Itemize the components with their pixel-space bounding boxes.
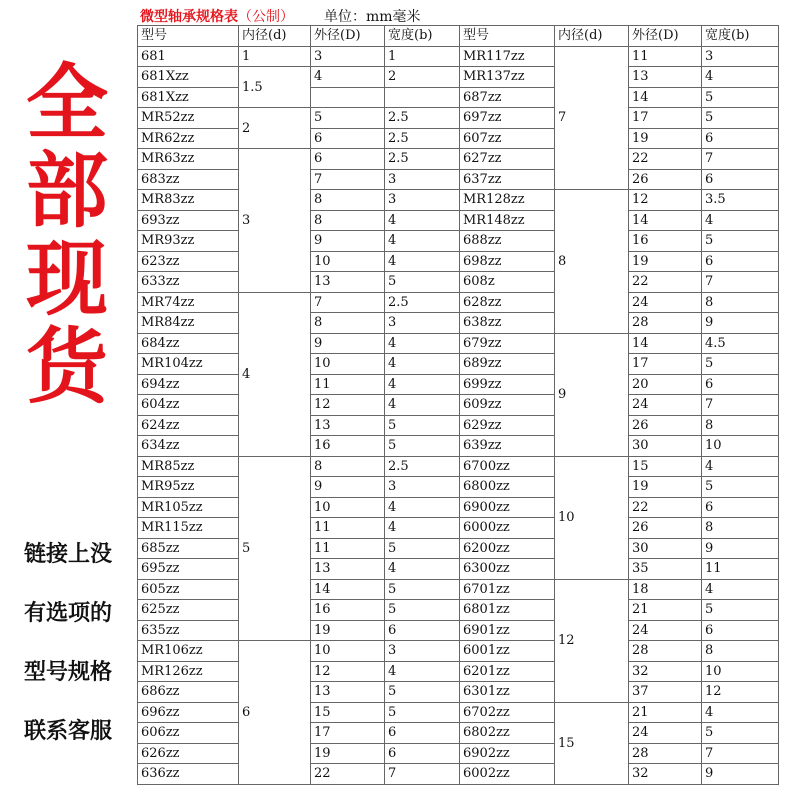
model-cell: 623zz [138,251,239,272]
outer-diameter-cell: 11 [311,374,385,395]
promo-char: 现 [25,232,108,327]
width-cell: 7 [702,743,779,764]
width-cell: 4 [385,559,460,580]
table-row [138,251,779,272]
width-cell: 5 [385,600,460,621]
width-cell: 6 [385,723,460,744]
inner-diameter-cell: 15 [555,702,629,784]
outer-diameter-cell: 11 [311,518,385,539]
model-cell: 604zz [138,395,239,416]
width-cell: 6 [385,620,460,641]
outer-diameter-cell: 12 [311,661,385,682]
outer-diameter-cell: 9 [311,477,385,498]
model-cell: 6300zz [460,559,555,580]
table-row [138,723,779,744]
model-cell: MR63zz [138,149,239,170]
width-cell: 11 [702,559,779,580]
table-row [138,272,779,293]
inner-diameter-cell: 1.5 [239,67,311,108]
model-cell: MR137zz [460,67,555,88]
header-cell: 内径(d) [239,26,311,47]
width-cell: 3.5 [702,190,779,211]
outer-diameter-cell: 17 [311,723,385,744]
table-row [138,231,779,252]
table-row [138,333,779,354]
table-row [138,190,779,211]
model-cell: 6201zz [460,661,555,682]
spec-table-body [138,26,779,785]
width-cell: 5 [385,272,460,293]
width-cell: 10 [702,661,779,682]
model-cell: 6700zz [460,456,555,477]
model-cell: 624zz [138,415,239,436]
width-cell: 6 [385,743,460,764]
width-cell: 9 [702,538,779,559]
width-cell: 6 [702,169,779,190]
width-cell: 2.5 [385,292,460,313]
promo-big-text [12,56,122,415]
width-cell: 3 [385,477,460,498]
width-cell: 6 [702,620,779,641]
width-cell: 5 [702,231,779,252]
model-cell: 638zz [460,313,555,334]
width-cell: 6 [702,128,779,149]
table-row [138,415,779,436]
outer-diameter-cell: 16 [311,436,385,457]
width-cell: 7 [702,149,779,170]
width-cell: 5 [702,108,779,129]
width-cell: 6 [702,251,779,272]
width-cell: 5 [385,538,460,559]
outer-diameter-cell: 24 [629,620,702,641]
outer-diameter-cell: 32 [629,764,702,785]
width-cell: 2.5 [385,128,460,149]
model-cell: 685zz [138,538,239,559]
width-cell: 3 [702,46,779,67]
table-row [138,395,779,416]
table-row [138,456,779,477]
model-cell: MR106zz [138,641,239,662]
promo-char: 货 [25,320,108,415]
model-cell: 686zz [138,682,239,703]
table-row [138,128,779,149]
outer-diameter-cell: 18 [629,579,702,600]
model-cell: 633zz [138,272,239,293]
width-cell: 9 [702,313,779,334]
outer-diameter-cell: 19 [629,128,702,149]
outer-diameter-cell: 17 [629,354,702,375]
model-cell: MR74zz [138,292,239,313]
width-cell: 2 [385,67,460,88]
width-cell: 4 [385,661,460,682]
width-cell: 4 [385,497,460,518]
model-cell: 6702zz [460,702,555,723]
width-cell: 7 [702,395,779,416]
model-cell: MR126zz [138,661,239,682]
outer-diameter-cell: 28 [629,313,702,334]
outer-diameter-cell: 10 [311,641,385,662]
width-cell: 5 [702,477,779,498]
model-cell: 6902zz [460,743,555,764]
outer-diameter-cell: 22 [629,272,702,293]
model-cell: 606zz [138,723,239,744]
model-cell: 681 [138,46,239,67]
model-cell: 627zz [460,149,555,170]
width-cell: 4 [385,518,460,539]
outer-diameter-cell [311,87,385,108]
outer-diameter-cell: 14 [629,210,702,231]
model-cell: 683zz [138,169,239,190]
model-cell: MR84zz [138,313,239,334]
width-cell: 4 [385,354,460,375]
model-cell: MR115zz [138,518,239,539]
outer-diameter-cell: 10 [311,354,385,375]
model-cell: 687zz [460,87,555,108]
table-row [138,682,779,703]
model-cell: MR93zz [138,231,239,252]
model-cell: 6002zz [460,764,555,785]
outer-diameter-cell: 19 [629,477,702,498]
outer-diameter-cell: 26 [629,518,702,539]
model-cell: 634zz [138,436,239,457]
model-cell: MR95zz [138,477,239,498]
width-cell: 5 [385,702,460,723]
title-main: 微型轴承规格表 [140,9,238,25]
model-cell: 6200zz [460,538,555,559]
outer-diameter-cell: 22 [311,764,385,785]
model-cell: 698zz [460,251,555,272]
promo-char: 全 [25,56,108,151]
table-row [138,702,779,723]
header-cell: 型号 [138,26,239,47]
table-row [138,210,779,231]
outer-diameter-cell: 30 [629,538,702,559]
model-cell: 637zz [460,169,555,190]
width-cell: 5 [385,579,460,600]
outer-diameter-cell: 14 [629,333,702,354]
width-cell: 4 [702,579,779,600]
width-cell: 4 [385,333,460,354]
header-cell: 外径(D) [311,26,385,47]
inner-diameter-cell: 1 [239,46,311,67]
outer-diameter-cell: 15 [311,702,385,723]
model-cell: 636zz [138,764,239,785]
table-row [138,292,779,313]
outer-diameter-cell: 7 [311,292,385,313]
model-cell: 6001zz [460,641,555,662]
width-cell: 4 [385,231,460,252]
table-row [138,600,779,621]
header-cell: 外径(D) [629,26,702,47]
width-cell: 4 [702,67,779,88]
width-cell: 5 [702,354,779,375]
outer-diameter-cell: 13 [311,415,385,436]
width-cell: 1 [385,46,460,67]
width-cell: 6 [702,374,779,395]
width-cell: 5 [385,436,460,457]
outer-diameter-cell: 5 [311,108,385,129]
header-cell: 内径(d) [555,26,629,47]
outer-diameter-cell: 7 [311,169,385,190]
outer-diameter-cell: 16 [311,600,385,621]
table-row [138,374,779,395]
promo-char: 部 [25,144,108,239]
width-cell: 2.5 [385,456,460,477]
promo-line: 链接上没 [23,542,112,567]
width-cell: 5 [702,723,779,744]
outer-diameter-cell: 19 [311,743,385,764]
promo-contact-note [6,540,130,776]
model-cell: 697zz [460,108,555,129]
outer-diameter-cell: 32 [629,661,702,682]
outer-diameter-cell: 22 [629,497,702,518]
table-row [138,661,779,682]
width-cell: 12 [702,682,779,703]
outer-diameter-cell: 13 [311,559,385,580]
outer-diameter-cell: 8 [311,313,385,334]
outer-diameter-cell: 35 [629,559,702,580]
table-row [138,46,779,67]
outer-diameter-cell: 16 [629,231,702,252]
outer-diameter-cell: 11 [311,538,385,559]
promo-line: 有选项的 [23,601,112,626]
outer-diameter-cell: 14 [629,87,702,108]
width-cell: 8 [702,415,779,436]
header-row [138,26,779,47]
table-row [138,641,779,662]
width-cell: 5 [702,600,779,621]
width-cell: 10 [702,436,779,457]
width-cell: 4.5 [702,333,779,354]
outer-diameter-cell: 37 [629,682,702,703]
outer-diameter-cell: 30 [629,436,702,457]
outer-diameter-cell: 28 [629,743,702,764]
outer-diameter-cell: 24 [629,723,702,744]
outer-diameter-cell: 14 [311,579,385,600]
outer-diameter-cell: 26 [629,415,702,436]
model-cell: 696zz [138,702,239,723]
inner-diameter-cell: 2 [239,108,311,149]
width-cell: 4 [702,456,779,477]
model-cell: 6301zz [460,682,555,703]
title-unit: 单位：mm毫米 [324,9,421,25]
header-cell: 宽度(b) [385,26,460,47]
model-cell: 679zz [460,333,555,354]
outer-diameter-cell: 22 [629,149,702,170]
table-row [138,108,779,129]
model-cell: 6701zz [460,579,555,600]
outer-diameter-cell: 26 [629,169,702,190]
inner-diameter-cell: 9 [555,333,629,456]
outer-diameter-cell: 13 [311,682,385,703]
inner-diameter-cell: 8 [555,190,629,334]
width-cell: 4 [702,702,779,723]
model-cell: 689zz [460,354,555,375]
width-cell: 5 [385,415,460,436]
table-row [138,354,779,375]
width-cell: 8 [702,641,779,662]
inner-diameter-cell: 4 [239,292,311,456]
table-row [138,497,779,518]
table-row [138,169,779,190]
width-cell: 3 [385,190,460,211]
outer-diameter-cell: 8 [311,456,385,477]
table-row [138,620,779,641]
width-cell: 3 [385,169,460,190]
outer-diameter-cell: 19 [629,251,702,272]
model-cell: 626zz [138,743,239,764]
promo-line: 联系客服 [23,719,112,744]
model-cell: 695zz [138,559,239,580]
model-cell: MR128zz [460,190,555,211]
outer-diameter-cell: 28 [629,641,702,662]
model-cell: 605zz [138,579,239,600]
model-cell: 635zz [138,620,239,641]
width-cell: 5 [385,682,460,703]
inner-diameter-cell: 3 [239,149,311,293]
model-cell: 681Xzz [138,67,239,88]
width-cell: 7 [385,764,460,785]
inner-diameter-cell: 6 [239,641,311,785]
table-row [138,559,779,580]
inner-diameter-cell: 10 [555,456,629,579]
model-cell: 6000zz [460,518,555,539]
outer-diameter-cell: 24 [629,292,702,313]
table-row [138,764,779,785]
outer-diameter-cell: 8 [311,190,385,211]
outer-diameter-cell: 8 [311,210,385,231]
model-cell: 699zz [460,374,555,395]
model-cell: 6901zz [460,620,555,641]
model-cell: MR148zz [460,210,555,231]
outer-diameter-cell: 21 [629,702,702,723]
outer-diameter-cell: 17 [629,108,702,129]
model-cell: 607zz [460,128,555,149]
outer-diameter-cell: 13 [311,272,385,293]
model-cell: 681Xzz [138,87,239,108]
header-cell: 宽度(b) [702,26,779,47]
outer-diameter-cell: 15 [629,456,702,477]
width-cell: 4 [702,210,779,231]
table-row [138,87,779,108]
outer-diameter-cell: 21 [629,600,702,621]
outer-diameter-cell: 10 [311,251,385,272]
width-cell: 4 [385,374,460,395]
width-cell: 9 [702,764,779,785]
table-row [138,477,779,498]
table-row [138,313,779,334]
model-cell: 6800zz [460,477,555,498]
width-cell: 2.5 [385,108,460,129]
bearing-spec-table [137,25,779,785]
outer-diameter-cell: 12 [311,395,385,416]
table-row [138,518,779,539]
width-cell: 2.5 [385,149,460,170]
model-cell: MR83zz [138,190,239,211]
width-cell: 5 [702,87,779,108]
outer-diameter-cell: 20 [629,374,702,395]
width-cell: 3 [385,313,460,334]
outer-diameter-cell: 19 [311,620,385,641]
model-cell: MR52zz [138,108,239,129]
model-cell: 684zz [138,333,239,354]
width-cell: 8 [702,292,779,313]
table-row [138,579,779,600]
inner-diameter-cell: 5 [239,456,311,641]
model-cell: 609zz [460,395,555,416]
title-sub: （公制） [238,9,294,25]
width-cell: 7 [702,272,779,293]
table-row [138,538,779,559]
model-cell: MR105zz [138,497,239,518]
model-cell: 6900zz [460,497,555,518]
outer-diameter-cell: 12 [629,190,702,211]
width-cell: 8 [702,518,779,539]
width-cell: 4 [385,210,460,231]
width-cell: 3 [385,641,460,662]
outer-diameter-cell: 3 [311,46,385,67]
model-cell: 694zz [138,374,239,395]
header-cell: 型号 [460,26,555,47]
model-cell: 608z [460,272,555,293]
inner-diameter-cell: 7 [555,46,629,190]
outer-diameter-cell: 13 [629,67,702,88]
width-cell: 4 [385,395,460,416]
promo-line: 型号规格 [23,660,112,685]
inner-diameter-cell: 12 [555,579,629,702]
table-row [138,436,779,457]
table-row [138,149,779,170]
table-row [138,67,779,88]
table-title [140,6,421,26]
outer-diameter-cell: 11 [629,46,702,67]
model-cell: 693zz [138,210,239,231]
width-cell: 4 [385,251,460,272]
model-cell: 688zz [460,231,555,252]
model-cell: MR104zz [138,354,239,375]
width-cell [385,87,460,108]
model-cell: MR62zz [138,128,239,149]
outer-diameter-cell: 4 [311,67,385,88]
outer-diameter-cell: 6 [311,149,385,170]
width-cell: 6 [702,497,779,518]
model-cell: MR85zz [138,456,239,477]
model-cell: 6802zz [460,723,555,744]
outer-diameter-cell: 9 [311,333,385,354]
outer-diameter-cell: 24 [629,395,702,416]
model-cell: MR117zz [460,46,555,67]
model-cell: 6801zz [460,600,555,621]
outer-diameter-cell: 6 [311,128,385,149]
model-cell: 639zz [460,436,555,457]
model-cell: 625zz [138,600,239,621]
model-cell: 628zz [460,292,555,313]
table-row [138,743,779,764]
model-cell: 629zz [460,415,555,436]
outer-diameter-cell: 9 [311,231,385,252]
outer-diameter-cell: 10 [311,497,385,518]
